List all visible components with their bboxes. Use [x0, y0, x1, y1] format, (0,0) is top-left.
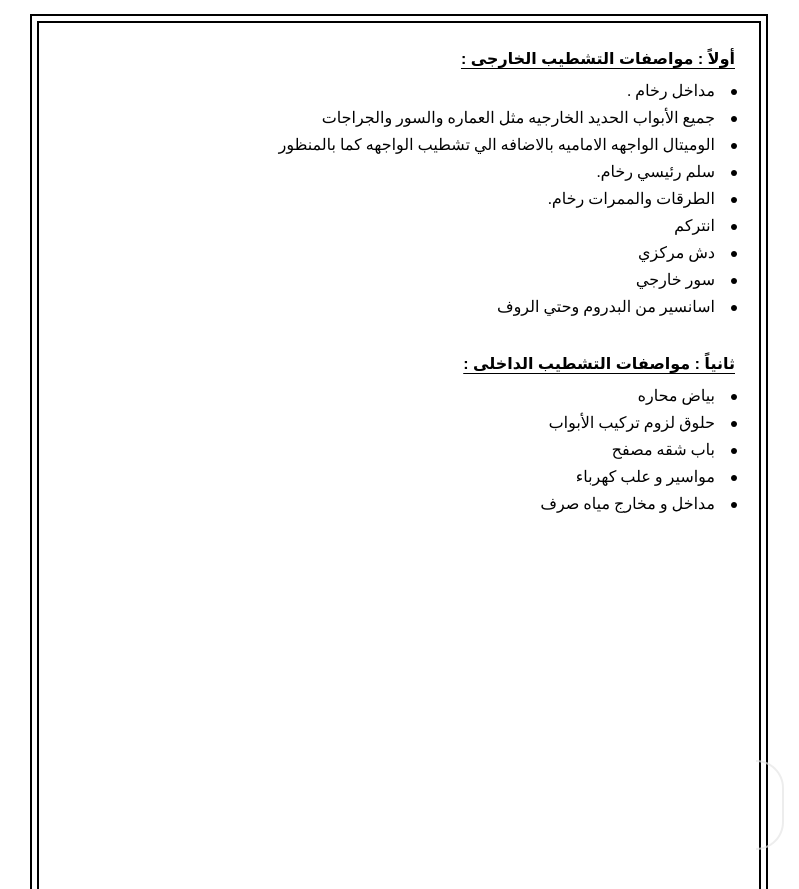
bullet-dot-icon	[731, 448, 737, 454]
bullet-dot-icon	[731, 170, 737, 176]
list-item	[177, 78, 737, 105]
list-item-text: الوميتال الواجهه الاماميه بالاضافه الي تشطيب الواجهه كما بالمنظور	[278, 137, 715, 154]
list-item-text: مواسير و علب كهرباء	[575, 469, 715, 486]
list-item-text: دش مركزي	[637, 245, 715, 262]
interior-finishing-list	[177, 383, 737, 518]
bullet-dot-icon	[731, 251, 737, 257]
list-item-text: مداخل رخام .	[627, 83, 715, 100]
list-item	[177, 294, 737, 321]
bullet-dot-icon	[731, 394, 737, 400]
section-title-interior-finishing: ثانياً : مواصفات التشطيب الداخلى :	[463, 356, 735, 373]
bullet-dot-icon	[731, 502, 737, 508]
bullet-dot-icon	[731, 278, 737, 284]
bullet-dot-icon	[731, 305, 737, 311]
exterior-finishing-list	[177, 78, 737, 321]
bullet-dot-icon	[731, 421, 737, 427]
faint-watermark-mark	[756, 760, 784, 850]
list-item-text: سور خارجي	[635, 272, 715, 289]
list-item	[177, 491, 737, 518]
list-item	[177, 159, 737, 186]
list-item-text: بياض محاره	[637, 388, 715, 405]
list-item-text: باب شقه مصفح	[611, 442, 715, 459]
document-content	[177, 46, 737, 518]
list-item-text: اسانسير من البدروم وحتي الروف	[496, 299, 715, 316]
list-item-text: الطرقات والممرات رخام.	[547, 191, 715, 208]
bullet-dot-icon	[731, 197, 737, 203]
bullet-dot-icon	[731, 143, 737, 149]
list-item	[177, 267, 737, 294]
list-item-text: سلم رئيسي رخام.	[596, 164, 715, 181]
list-item	[177, 186, 737, 213]
list-item	[177, 410, 737, 437]
bullet-dot-icon	[731, 475, 737, 481]
bullet-dot-icon	[731, 224, 737, 230]
list-item	[177, 437, 737, 464]
bullet-dot-icon	[731, 89, 737, 95]
list-item	[177, 240, 737, 267]
list-item	[177, 105, 737, 132]
list-item-text: انتركم	[674, 218, 715, 235]
section-title-exterior-finishing: أولاً : مواصفات التشطيب الخارجى :	[460, 51, 735, 68]
list-item-text: جميع الأبواب الحديد الخارجيه مثل العماره والسور والجراجات	[321, 110, 715, 127]
list-item	[177, 132, 737, 159]
list-item	[177, 464, 737, 491]
list-item	[177, 383, 737, 410]
bullet-dot-icon	[731, 116, 737, 122]
list-item-text: حلوق لزوم تركيب الأبواب	[548, 415, 715, 432]
list-item	[177, 213, 737, 240]
list-item-text: مداخل و مخارج مياه صرف	[540, 496, 715, 513]
